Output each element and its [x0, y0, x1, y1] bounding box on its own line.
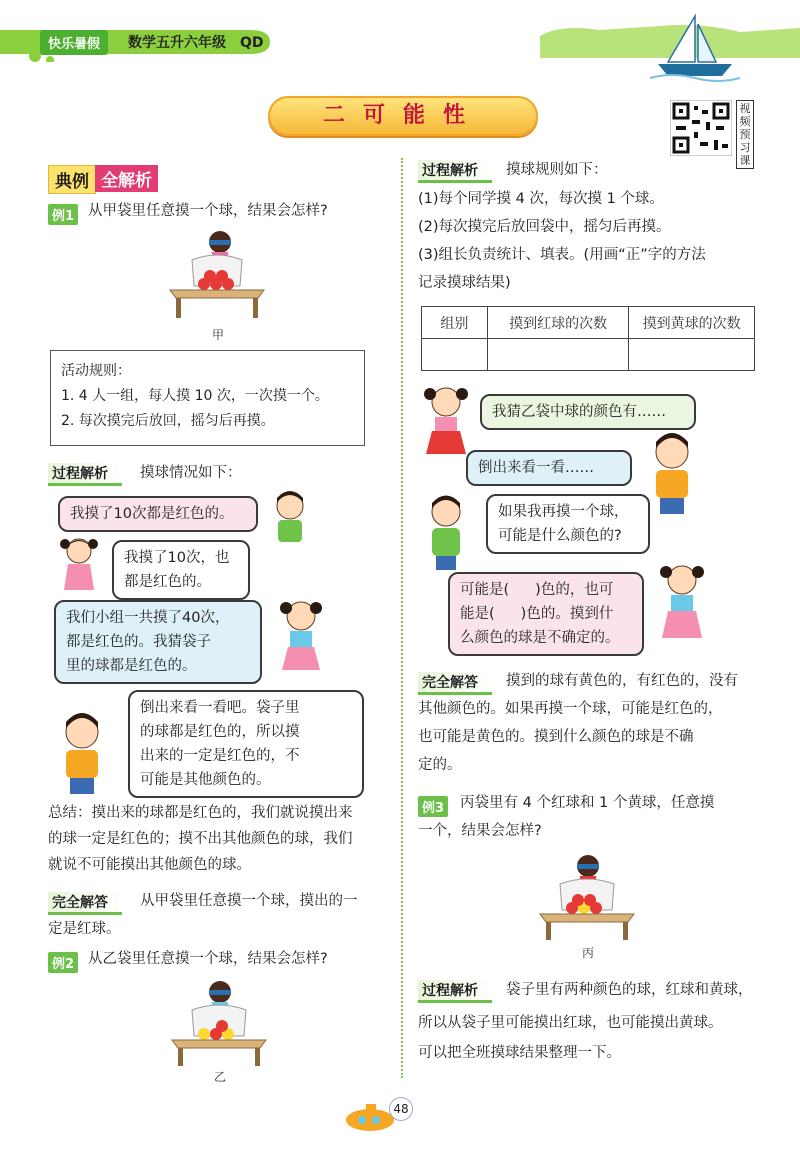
example-3-line-2: 一个，结果会怎样? [418, 823, 542, 839]
process-tag-right: 过程解析 [418, 160, 492, 183]
activity-rules-box [50, 350, 365, 446]
record-table [421, 306, 755, 371]
qr-label: 视频预习课 [736, 100, 754, 169]
example-2-text: 从乙袋里任意摸一个球，结果会怎样? [88, 951, 328, 967]
sailboat-icon [650, 10, 740, 82]
speech-bubble-3 [54, 600, 262, 684]
bubble-r3-line-2: 可能是什么颜色的? [498, 528, 622, 544]
bag-yi-illustration [164, 978, 274, 1068]
bubble-4-line-1: 倒出来看一看吧。袋子里 [140, 700, 300, 716]
page-title: 二可能性 [268, 96, 538, 136]
speech-bubble-r1 [480, 394, 696, 430]
speech-bubble-r4 [448, 572, 644, 656]
bubble-r4-text: )色的。摸到什 [520, 606, 614, 622]
example-1-text: 从甲袋里任意摸一个球，结果会怎样? [88, 203, 328, 219]
caption-yi: 乙 [214, 1070, 227, 1084]
right-rule-3-line-2: 记录摸球结果) [418, 275, 511, 291]
right-rule-2: (2)每次摸完后放回袋中，摇匀后再摸。 [418, 219, 671, 235]
table-row [422, 339, 755, 371]
process-2-line-2: 所以从袋子里可能摸出红球，也可能摸出黄球。 [418, 1015, 723, 1031]
section-tag-quanjiexi: 全解析 [95, 165, 158, 192]
summary-line-1: 总结：摸出来的球都是红色的，我们就说摸出来 [48, 805, 353, 821]
bubble-r4-line-2 [460, 602, 632, 626]
right-answer-line-4: 定的。 [418, 757, 462, 773]
rule-item-1: 1. 4 人一组，每人摸 10 次，一次摸一个。 [61, 388, 329, 404]
boy-icon-right-2 [420, 494, 472, 574]
example-3-line-1: 丙袋里有 4 个红球和 1 个黄球，任意摸 [460, 795, 715, 811]
boy-icon-2 [52, 712, 122, 798]
answer-line-1: 从甲袋里任意摸一个球，摸出的一 [140, 893, 358, 909]
qr-code-icon[interactable] [670, 100, 732, 156]
speech-bubble-2 [112, 540, 250, 600]
bubble-r2-text: 倒出来看一看…… [478, 460, 594, 476]
table-header-cell: 摸到黄球的次数 [629, 307, 755, 339]
bubble-3-line-2: 都是红色的。我猜袋子 [66, 634, 211, 650]
girl-icon-right [418, 384, 474, 460]
bubble-r4-text: )色的，也可 [535, 582, 614, 598]
answer-line-2: 定是红球。 [48, 921, 121, 937]
page-number: 48 [389, 1097, 413, 1121]
process-tag: 过程解析 [48, 463, 122, 486]
bubble-r1-text: 我猜乙袋中球的颜色有…… [492, 404, 666, 420]
girl-icon-right-2 [654, 562, 710, 646]
bubble-3-line-1: 我们小组一共摸了40次， [66, 610, 230, 626]
bubble-4-line-4: 可能是其他颜色的。 [140, 772, 271, 788]
bag-jia-illustration [162, 228, 272, 320]
table-header-row [422, 307, 755, 339]
process-tag-right-2: 过程解析 [418, 980, 492, 1003]
table-cell[interactable] [487, 339, 629, 371]
speech-bubble-4 [128, 690, 364, 798]
bubble-3-line-3: 里的球都是红色的。 [66, 658, 197, 674]
caption-jia: 甲 [212, 328, 225, 342]
example-2-tag: 例2 [48, 952, 78, 973]
speech-bubble-1 [58, 496, 258, 532]
example-1-tag: 例1 [48, 204, 78, 225]
speech-bubble-r2 [466, 450, 632, 486]
bubble-2-line-2: 都是红色的。 [124, 574, 211, 590]
right-answer-line-1: 摸到的球有黄色的，有红色的，没有 [506, 673, 738, 689]
process-intro-right: 摸球规则如下： [506, 162, 608, 178]
bubble-r4-text: 能是( [460, 606, 495, 622]
rule-item-2: 2. 每次摸完后放回，摇匀后再摸。 [61, 413, 275, 429]
answer-tag-right: 完全解答 [418, 672, 492, 695]
table-cell[interactable] [629, 339, 755, 371]
summary-line-2: 的球一定是红色的；摸不出其他颜色的球，我们 [48, 831, 353, 847]
example-3-tag: 例3 [418, 796, 448, 817]
bag-bing-illustration [532, 852, 642, 942]
summary-line-3: 就说不可能摸出其他颜色的球。 [48, 857, 251, 873]
bubble-r4-line-3: 么颜色的球是不确定的。 [460, 630, 620, 646]
boy-icon [268, 490, 312, 550]
bubble-r3-line-1: 如果我再摸一个球， [498, 504, 629, 520]
summary-text [48, 800, 398, 878]
speech-bubble-r3 [486, 494, 650, 554]
table-header-cell: 摸到红球的次数 [487, 307, 629, 339]
right-answer-line-2: 其他颜色的。如果再摸一个球，可能是红色的， [418, 701, 723, 717]
column-divider [401, 158, 403, 1078]
rules-title: 活动规则： [61, 363, 131, 379]
brand-label: 快乐暑假 [40, 30, 108, 55]
right-answer-line-3: 也可能是黄色的。摸到什么颜色的球是不确 [418, 729, 694, 745]
right-rule-3-line-1: (3)组长负责统计、填表。(用画“正”字的方法 [418, 247, 706, 263]
table-cell[interactable] [422, 339, 488, 371]
bubble-1-text: 我摸了10次都是红色的。 [70, 506, 234, 522]
caption-bing: 丙 [582, 946, 595, 960]
bubble-4-line-2: 的球都是红色的，所以摸 [140, 724, 300, 740]
bubble-4-line-3: 出来的一定是红色的，不 [140, 748, 300, 764]
girl-icon [56, 534, 102, 600]
bubble-2-line-1: 我摸了10次，也 [124, 550, 230, 566]
book-title: 数学五升六年级 QD [128, 35, 264, 51]
answer-tag: 完全解答 [48, 892, 122, 915]
right-rule-1: (1)每个同学摸 4 次，每次摸 1 个球。 [418, 191, 664, 207]
section-tag-dianli: 典例 [48, 165, 96, 194]
process-2-line-1: 袋子里有两种颜色的球，红球和黄球， [506, 982, 753, 998]
girl-icon-2 [276, 598, 326, 678]
process-intro: 摸球情况如下： [140, 465, 242, 481]
process-2-line-3: 可以把全班摸球结果整理一下。 [418, 1045, 621, 1061]
bubble-r4-text: 可能是( [460, 582, 510, 598]
bubble-r4-line-1 [460, 578, 632, 602]
table-header-cell: 组别 [422, 307, 488, 339]
